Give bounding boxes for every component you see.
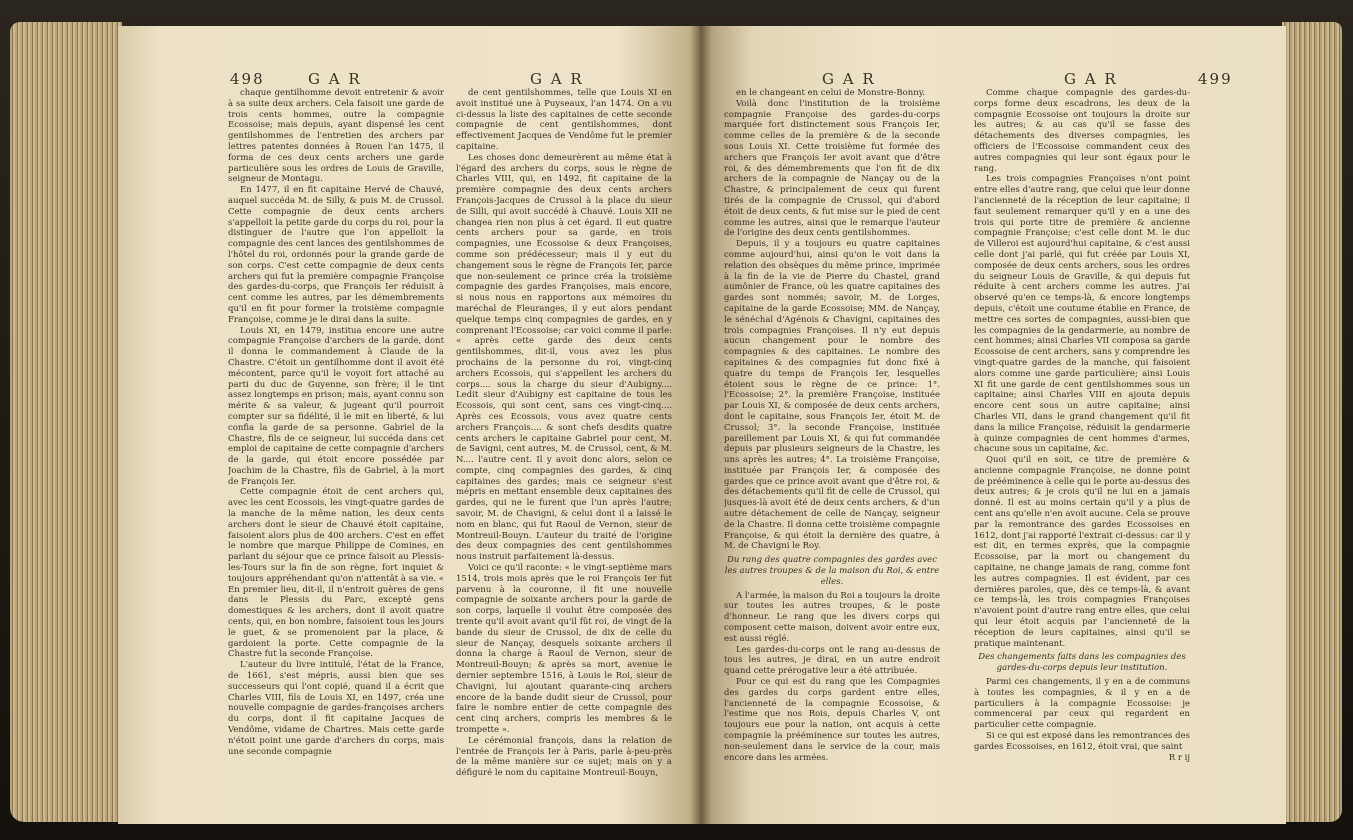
right-page	[700, 26, 1286, 824]
section-heading: Des changements faits dans les compagnies des gardes-du-corps depuis leur institution.	[978, 652, 1186, 674]
header-right-col1: G A R	[822, 70, 876, 88]
paragraph: de cent gentilshommes, telle que Louis XI en avoit institué une à Puyseaux, l'an 1474. On a vu ci-dessus la liste des capitaines de cette seconde compagnie de cent gentilshommes, dont effectivement Jacques de Vendôme fut le premier capitaine.	[456, 88, 672, 152]
paragraph: En 1477, il en fit capitaine Hervé de Chauvé, auquel succéda M. de Silly, & puis M. de Crussol. Cette compagnie de deux cents archers s'appelloit la petite garde du corps du roi, pour la distinguer de l'autre que l'on appelloit la compagnie des cent lances des gentilshommes de l'hôtel du roi, ordonnés pour la grande garde de son corps. C'est cette compagnie de deux cents archers qui fut la première compagnie Françoise des gardes-du-corps, que François Ier réduisit à cent comme les autres, par les démembrements qu'il en fit pour former la troisième compagnie Françoise, comme je le dirai dans la suite.	[228, 185, 444, 325]
page-number-right: 499	[1198, 70, 1233, 88]
paragraph: Les trois compagnies Françoises n'ont point entre elles d'autre rang, que celui que leur donne l'ancienneté de la réception de leur capitaine; il faut seulement remarquer qu'il y en a une des trois qui porte titre de première & ancienne compagnie Françoise; c'est celle dont M. le duc de Villeroi est aujourd'hui capitaine, & c'est aussi celle dont j'ai parlé, qui fut créée par Louis XI, composée de deux cents archers, sous les ordres du seigneur Louis de Graville, & qui depuis fut réduite à cent archers comme les autres. J'ai observé qu'en ce temps-là, & encore longtemps depuis, c'étoit une coutume établie en France, de mettre ces sortes de compagnies, aussi-bien que les compagnies de la gendarmerie, au nombre de cent hommes; ainsi Charles VII composa sa garde Ecossoise de cent archers, sans y comprendre les vingt-quatre gardes de la manche, qui faisoient alors comme une garde particulière; ainsi Louis XI fit une garde de cent gentilshommes sous un capitaine; ainsi Charles VIII en ajouta depuis encore cent sous un autre capitaine; ainsi Charles VII, dans le grand changement qu'il fit dans la milice Françoise, réduisit la gendarmerie à quinze compagnies de cent hommes d'armes, chacune sous un capitaine, &c.	[974, 174, 1190, 455]
paragraph: en le changeant en celui de Monstre-Bonny.	[736, 88, 926, 98]
right-page-edges	[1282, 22, 1342, 822]
section-heading: Du rang des quatre compagnies des gardes avec les autres troupes & de la maison du Roi, & entre elles.	[724, 555, 940, 587]
paragraph: Le cérémonial françois, dans la relation de l'entrée de François Ier à Paris, parle à-peu-près de la même manière sur ce sujet; mais on y a défiguré le nom du capitaine Montreuil-Bouyn,	[456, 735, 672, 779]
header-left-col2: G A R	[530, 70, 584, 88]
header-left-col1: G A R	[308, 70, 362, 88]
paragraph: Pour ce qui est du rang que les Compagnies des gardes du corps gardent entre elles, l'ancienneté de la compagnie Ecossoise, & l'estime que nos Rois, depuis Charles V, ont toujours eue pour la nation, ont acquis à cette compagnie la prééminence sur toutes les autres, non-seulement dans le service de la cour, mais encore dans les armées.	[724, 677, 940, 763]
left-page-column-2	[456, 88, 672, 824]
left-page	[118, 26, 706, 824]
header-right-col2: G A R	[1064, 70, 1118, 88]
paragraph: chaque gentilhomme devoit entretenir & avoir à sa suite deux archers. Cela faisoit une garde de trois cents hommes, outre la compagnie Ecossoise; mais depuis, ayant dispensé les cent gentilshommes de l'entretien des archers par lettres patentes données à Rouen l'an 1475, il forma de ces deux cents archers une garde particulière sous les ordres de Louis de Graville, seigneur de Montagu.	[228, 88, 444, 185]
paragraph: A l'armée, la maison du Roi a toujours la droite sur toutes les autres troupes, & le poste d'honneur. Le rang que les divers corps qui composent cette maison, doivent avoir entre eux, est aussi réglé.	[724, 590, 940, 644]
left-page-edges	[10, 22, 122, 822]
paragraph: L'auteur du livre intitulé, l'état de la France, de 1661, s'est mépris, aussi bien que ses successeurs qui l'ont copié, quand il a écrit que Charles VIII, fils de Louis XI, en 1497, créa une nouvelle compagnie de gardes-françoises archers du corps, dont il fit capitaine Jacques de Vendôme, vidame de Chartres. Mais cette garde n'étoit point une garde d'archers du corps, mais une seconde compagnie	[228, 660, 444, 757]
page-number-left: 498	[230, 70, 265, 88]
paragraph: Voici ce qu'il raconte: « le vingt-septième mars 1514, trois mois après que le roi François Ier fut parvenu à la couronne, il fit une nouvelle compagnie de soixante archers pour la garde de son corps, laquelle il voulut être composée des trente qu'il avoit avant qu'il fût roi, de vingt de la bande du sieur de Crussol, de dix de celle du sieur de Nançay, desquels soixante archers il donna la charge à Raoul de Vernon, sieur de Montreuil-Bouyn; & après sa mort, avenue le dernier septembre 1516, à Louis le Roi, sieur de Chavigni, lui ajoutant quarante-cinq archers encore de la bande dudit sieur de Crussol, pour faire le nombre entier de cette compagnie des cent cinq archers, compris les membres & le trompette ».	[456, 563, 672, 736]
paragraph: Quoi qu'il en soit, ce titre de première & ancienne compagnie Françoise, ne donne point de prééminence à celle qui le porte au-dessus des deux autres; & je crois qu'il ne lui en a jamais donné. Il est au moins certain qu'il y a plus de cent ans qu'elle n'en avoit aucune. Cela se prouve par la remontrance des gardes Ecossoises en 1612, dont j'ai rapporté l'extrait ci-dessus: car il y est dit, en termes exprès, que la compagnie Ecossoise, par la mort ou changement du capitaine, ne change jamais de rang, comme font les autres compagnies. Il est évident, par ces dernières paroles, que, dès ce temps-là, & avant ce temps-là, les trois compagnies Françoises n'avoient point d'autre rang entre elles, que celui qui leur étoit acquis par l'ancienneté de la réception de leurs capitaines, ainsi qu'il se pratique maintenant.	[974, 455, 1190, 649]
signature-mark: R r ij	[1168, 752, 1190, 763]
paragraph: Louis XI, en 1479, institua encore une autre compagnie Françoise d'archers de la garde, dont il donna le commandement à Claude de la Chastre. C'étoit un gentilhomme dont il avoit été mécontent, parce qu'il le voyoit fort attaché au parti du duc de Guyenne, son frère; il le tint assez longtemps en prison; mais, ayant connu son mérite & sa valeur, & jugeant qu'il pourroit compter sur sa fidélité, il le mit en liberté, & lui confia la garde de sa personne. Gabriel de la Chastre, fils de ce seigneur, lui succéda dans cet emploi de capitaine de cette compagnie d'archers de la garde, qui étoit encore possédée par Joachim de la Chastre, fils de Gabriel, à la mort de François Ier.	[228, 325, 444, 487]
paragraph: Comme chaque compagnie des gardes-du-corps forme deux escadrons, les deux de la compagnie Ecossoise ont toujours la droite sur les autres; & au cas qu'il se fasse des détachements des diverses compagnies, les officiers de l'Ecossoise commandent ceux des autres compagnies qui leur sont égaux pour le rang.	[974, 88, 1190, 174]
paragraph: Si ce qui est exposé dans les remontrances des gardes Ecossoises, en 1612, étoit vrai, que saint	[974, 731, 1190, 752]
left-page-column-1	[228, 88, 444, 824]
book-gutter	[690, 26, 712, 824]
paragraph: Cette compagnie étoit de cent archers qui, avec les cent Ecossois, les vingt-quatre gardes de la manche de la même nation, les deux cents archers dont le sieur de Chauvé étoit capitaine, faisoient alors plus de 400 archers. C'est en effet le nombre que marque Philippe de Comines, en parlant du séjour que ce prince faisoit au Plessis-les-Tours sur la fin de son règne, fort inquiet & toujours appréhendant qu'on n'attentât à sa vie. « En premier lieu, dit-il, il n'entroit guères de gens dans le Plessis du Parc, excepté gens domestiques & les archers, dont il avoit quatre cents, qui, en bon nombre, faisoient tous les jours le guet, & se promenoient par la place, & gardoient la porte. Cette compagnie de la Chastre fut la seconde Françoise.	[228, 487, 444, 660]
paragraph: Voilà donc l'institution de la troisième compagnie Françoise des gardes-du-corps marquée fort distinctement sous François Ier, comme celles de la première & de la seconde sous Louis XI. Cette troisième fut formée des archers que François Ier avoit avant que d'être roi, & des démembrements que l'on fit de dix archers de la compagnie de Nançay ou de la Chastre, & principalement de ceux qui furent tirés de la compagnie de Crussol, qui d'abord étoit de deux cents, & fut mise sur le pied de cent comme les autres, ainsi que le remarque l'auteur de l'origine des deux cents gentilshommes.	[724, 98, 940, 239]
paragraph: Parmi ces changements, il y en a de communs à toutes les compagnies, & il y en a de particuliers à la compagnie Ecossoise: je commencerai par ceux qui regardent en particulier cette compagnie.	[974, 677, 1190, 731]
paragraph: Les gardes-du-corps ont le rang au-dessus de tous les autres, je dirai, en un autre endroit quand cette prérogative leur a été attribuée.	[724, 644, 940, 677]
right-page-column-1	[724, 88, 940, 824]
right-page-column-2	[974, 88, 1190, 824]
paragraph: Les choses donc demeurèrent au même état à l'égard des archers du corps, sous le règne de Charles VIII, qui, en 1492, fit capitaine de la première compagnie des deux cents archers François-Jacques de Crussol à la place du sieur de Silli, qui avoit succédé à Chauvé. Louis XII ne changea rien non plus à cet égard. Il eut quatre cents archers pour sa garde, en trois compagnies, une Ecossoise & deux Françoises, comme son prédécesseur; mais il y eut du changement sous le règne de François Ier, parce que non-seulement ce prince créa la troisième compagnie des gardes Françoises, mais encore, si nous nous en rapportons aux mémoires du maréchal de Fleuranges, il y eut alors pendant quelque temps cinq compagnies de gardes, en y comprenant l'Ecossoise; car voici comme il parle: « après cette garde des deux cents gentilshommes, dit-il, vous avez les plus prochains de la personne du roi, vingt-cinq archers Ecossois, qui s'appellent les archers du corps.... sous la charge du sieur d'Aubigny.... Ledit sieur d'Aubigny est capitaine de tous les Ecossois, qui sont cent, sans ces vingt-cinq.... Après ces Ecossois, vous avez quatre cents archers François.... & sont chefs desdits quatre cents archers le capitaine Gabriel pour cent, M. de Savigni, cent autres, M. de Crussol, cent, & M. N.... l'autre cent. Il y avoit donc alors, selon ce compte, cinq compagnies des gardes, & cinq capitaines des gardes; mais ce seigneur s'est mépris en mettant ensemble deux capitaines des gardes, qui ne le furent que l'un après l'autre; savoir, M. de Chavigni, & celui dont il a laissé le nom en blanc, qui fut Raoul de Vernon, sieur de Montreuil-Bouyn. L'auteur du traité de l'origine des deux compagnies des cent gentilshommes nous instruit parfaitement là-dessus.	[456, 152, 672, 563]
paragraph: Depuis, il y a toujours eu quatre capitaines comme aujourd'hui, ainsi qu'on le voit dans la relation des obsèques du même prince, imprimée à la fin de la vie de Pierre du Chastel, grand aumônier de France, où les quatre capitaines des gardes sont nommés; savoir, M. de Lorges, capitaine de la garde Ecossoise; MM. de Nançay, le sénéchal d'Agénois & Chavigni, capitaines des trois compagnies Françoises. Il n'y eut depuis aucun changement pour le nombre des compagnies & des capitaines. Le nombre des capitaines & des compagnies fut donc fixé à quatre du temps de François Ier, lesquelles étoient sous le règne de ce prince: 1°. l'Ecossoise; 2°. la première Françoise, instituée par Louis XI, & composée de deux cents archers, dont le capitaine, sous François Ier, étoit M. de Crussol; 3°. la seconde Françoise, instituée pareillement par Louis XI, & qui fut commandée depuis par plusieurs seigneurs de la Chastre, les uns après les autres; 4°. La troisième Françoise, instituée par François Ier, & composée des gardes que ce prince avoit avant que d'être roi, & des détachements qu'il fit de celle de Crussol, qui jusques-là avoit été de deux cents archers, & d'un autre détachement de celle de Nançay, seigneur de la Chastre. Il donna cette troisième compagnie Françoise, & qui étoit la dernière des quatre, à M. de Chavigni le Roy.	[724, 239, 940, 552]
